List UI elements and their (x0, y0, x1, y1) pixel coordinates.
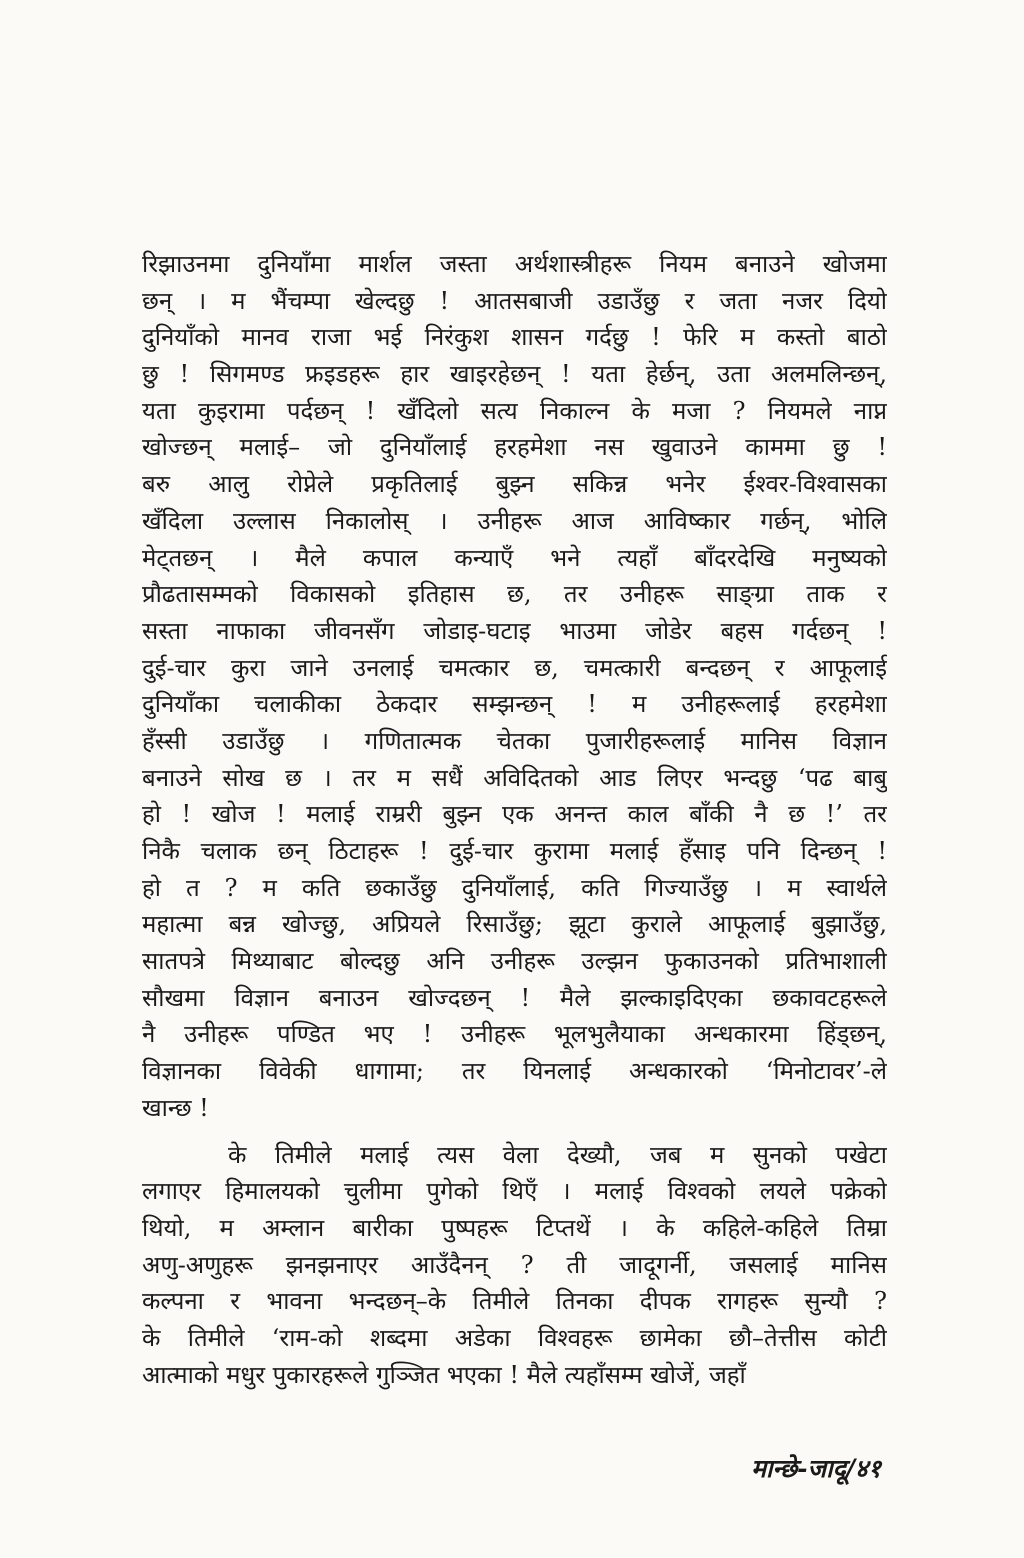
text-line: प्रौढतासम्मको विकासको इतिहास छ, तर उनीहरू साङ्ग्रा ताक र (142, 580, 887, 609)
text-line: दुई-चार कुरा जाने उनलाई चमत्कार छ, चमत्कारी बन्दछन् र आफूलाई (142, 653, 887, 682)
text-line: लगाएर हिमालयको चुलीमा पुगेको थिएँ । मलाई विश्वको लयले पक्रेको (142, 1177, 887, 1206)
text-line: दुनियाँका चलाकीका ठेकदार सम्झन्छन् ! म उनीहरूलाई हरहमेशा (142, 690, 887, 719)
text-line: हँस्सी उडाउँछु । गणितात्मक चेतका पुजारीहरूलाई मानिस विज्ञान (142, 726, 887, 755)
text-line: रिझाउनमा दुनियाँमा मार्शल जस्ता अर्थशास्त्रीहरू नियम बनाउने खोजमा (142, 250, 887, 278)
paragraph-1 (142, 246, 887, 1127)
text-line: हो ! खोज ! मलाई राम्ररी बुझ्न एक अनन्त काल बाँकी नै छ !’ तर (142, 800, 887, 829)
text-line: यता कुइरामा पर्दछन् ! खँदिलो सत्य निकाल्न के मजा ? नियमले नाप्न (142, 396, 887, 425)
text-line: आत्माको मधुर पुकारहरूले गुञ्जित भएका ! मैले त्यहाँसम्म खोजें, जहाँ (142, 1360, 746, 1389)
text-line: सस्ता नाफाका जीवनसँग जोडाइ-घटाइ भाउमा जोडेर बहस गर्दछन् ! (142, 616, 887, 645)
text-line: सौखमा विज्ञान बनाउन खोज्दछन् ! मैले झल्काइदिएका छकावटहरूले (142, 983, 887, 1012)
text-line: छु ! सिगमण्ड फ्रइडहरू हार खाइरहेछन् ! यता हेर्छन्, उता अलमलिन्छन्, (142, 360, 887, 389)
text-line: विज्ञानका विवेकी धागामा; तर यिनलाई अन्धकारको ‘मिनोटावर’-ले (142, 1057, 887, 1086)
text-line: खान्छ ! (142, 1093, 209, 1122)
body-text (142, 246, 887, 1393)
text-line: के तिमीले ‘राम-को शब्दमा अडेका विश्वहरू छामेका छौ–तेत्तीस कोटी (142, 1323, 887, 1352)
text-line: बरु आलु रोप्नेले प्रकृतिलाई बुझ्न सकिन्न भनेर ईश्वर-विश्वासका (142, 470, 887, 499)
text-line: थियो, म अम्लान बारीका पुष्पहरू टिप्तथें । के कहिले-कहिले तिम्रा (142, 1213, 887, 1242)
paragraph-gap (142, 1127, 887, 1137)
text-line: हो त ? म कति छकाउँछु दुनियाँलाई, कति गिज्याउँछु । म स्वार्थले (142, 873, 887, 902)
page-footer (751, 1451, 881, 1485)
text-line: मेट्तछन् । मैले कपाल कन्याएँ भने त्यहाँ बाँदरदेखि मनुष्यको (142, 543, 887, 572)
text-line: खोज्छन् मलाई– जो दुनियाँलाई हरहमेशा नस खुवाउने काममा छु ! (142, 433, 887, 462)
page-number: ४१ (854, 1454, 881, 1483)
text-line: सातपत्रे मिथ्याबाट बोल्दछु अनि उनीहरू उल्झन फुकाउनको प्रतिभाशाली (142, 947, 887, 976)
text-line: नै उनीहरू पण्डित भए ! उनीहरू भूलभुलैयाका अन्धकारमा हिंड्छन्, (142, 1020, 887, 1049)
text-line: खँदिला उल्लास निकालोस् । उनीहरू आज आविष्कार गर्छन्, भोलि (142, 506, 887, 535)
text-line: निकै चलाक छन् ठिटाहरू ! दुई-चार कुरामा मलाई हँसाइ पनि दिन्छन् ! (142, 837, 887, 865)
text-line: महात्मा बन्न खोज्छु, अप्रियले रिसाउँछु; झूटा कुराले आफूलाई बुझाउँछु, (142, 910, 887, 939)
text-line: अणु-अणुहरू झनझनाएर आउँदैनन् ? ती जादूगर्नी, जसलाई मानिस (142, 1250, 887, 1279)
paragraph-2 (142, 1137, 887, 1394)
text-line: छन् । म भैंचम्पा खेल्दछु ! आतसबाजी उडाउँछु र जता नजर दियो (142, 286, 887, 315)
text-line: बनाउने सोख छ । तर म सधैं अविदितको आड लिएर भन्दछु ‘पढ बाबु (142, 763, 887, 792)
footer-separator: / (845, 1454, 855, 1483)
text-line: कल्पना र भावना भन्दछन्–के तिमीले तिनका दीपक रागहरू सुन्यौ ? (142, 1287, 887, 1316)
text-line: दुनियाँको मानव राजा भई निरंकुश शासन गर्दछु ! फेरि म कस्तो बाठो (142, 323, 887, 352)
text-line: के तिमीले मलाई त्यस वेला देख्यौ, जब म सुनको पखेटा (228, 1140, 887, 1169)
running-title: मान्छे-जादू (751, 1454, 846, 1483)
